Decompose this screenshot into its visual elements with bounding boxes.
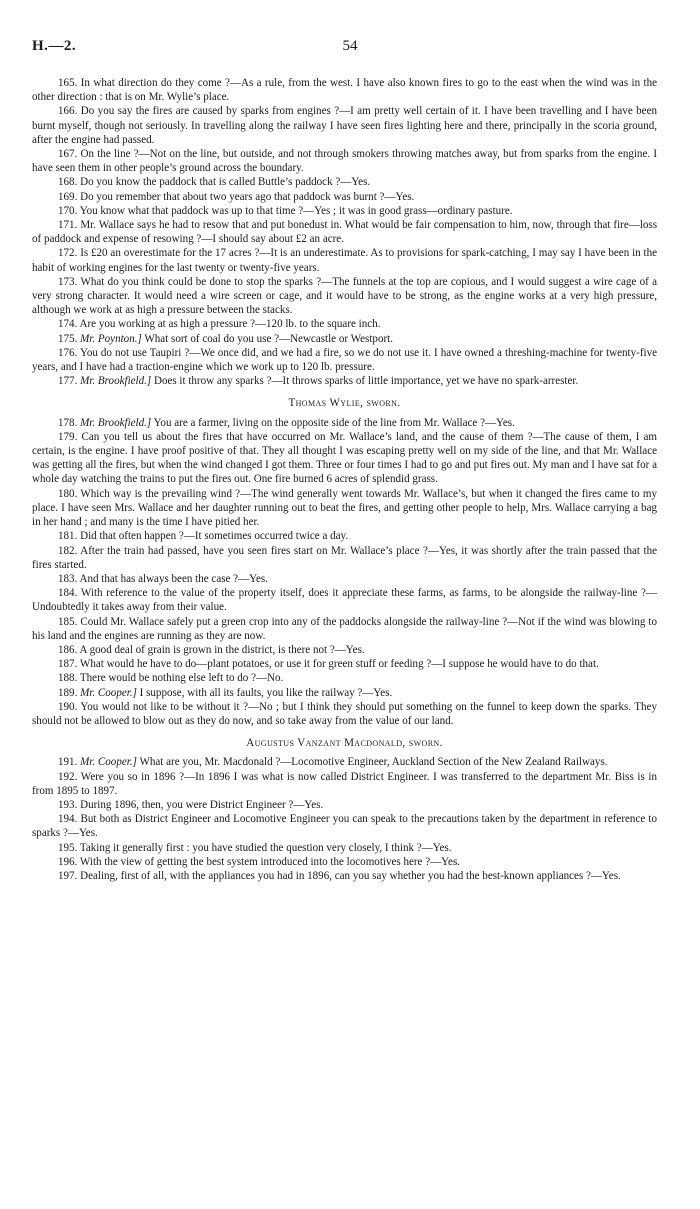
question-text: On the line ?—Not on the line, but outside, and not through smokers throwing matches away, but from sparks from the engine. I have seen them in other people’s ground across the boundary. [32,148,657,175]
question-number: 190. [58,700,78,713]
question-number: 182. [58,544,78,557]
question-text: And that has always been the case ?—Yes. [79,572,268,585]
questioner-name: Mr. Poynton.] [80,332,142,345]
question-paragraph [32,246,657,274]
witness-sworn: , sworn. [360,397,401,410]
question-paragraph [32,218,657,246]
question-number: 169. [58,190,78,203]
question-paragraph [32,374,657,388]
question-number: 191. [58,756,78,769]
question-text: Dealing, first of all, with the appliances you had in 1896, can you say whether you had the best-known appliances ?—Yes. [80,869,621,882]
questioner-name: Mr. Brookfield.] [80,375,152,388]
question-number: 184. [58,587,78,600]
question-paragraph [32,104,657,147]
evidence-text [32,76,657,883]
question-text: Taking it generally first : you have studied the question very closely, I think ?—Yes. [79,841,452,854]
questioner-name: Mr. Brookfield.] [80,416,152,429]
question-number: 179. [58,430,78,443]
question-number: 176. [58,346,78,359]
question-number: 185. [58,615,78,628]
question-paragraph [32,855,657,869]
page-header [32,38,668,58]
question-text: With the view of getting the best system introduced into the locomotives here ?—Yes. [79,855,460,868]
question-text: Do you remember that about two years ago that paddock was burnt ?—Yes. [80,190,415,203]
question-text: Do you say the fires are caused by sparks from engines ?—I am pretty well certain of it. I have been travelling and I have been burnt myself, though not seriously. In travelling along the railway I have seen fires lighting here and there, principally in the scoria ground, after the engine had passed. [32,105,657,146]
question-paragraph [32,841,657,855]
question-text: You know what that paddock was up to that time ?—Yes ; it was in good grass—ordinary pasture. [79,204,513,217]
witness-name: Thomas Wylie [288,397,361,410]
question-number: 171. [58,219,78,232]
question-paragraph [32,275,657,318]
question-text: A good deal of grain is grown in the district, is there not ?—Yes. [79,643,365,656]
question-paragraph [32,332,657,346]
question-text: Were you so in 1896 ?—In 1896 I was what is now called District Engineer. I was transferred to the department Mr. Biss is in from 1895 to 1897. [32,770,658,797]
question-paragraph [32,76,657,104]
question-paragraph [32,529,657,543]
question-number: 166. [58,105,78,118]
question-paragraph [32,586,657,614]
question-text: What would he have to do—plant potatoes, or use it for green stuff or feeding ?—I suppose he would have to do that. [79,658,599,671]
question-number: 180. [58,487,78,500]
question-text: After the train had passed, have you seen fires start on Mr. Wallace’s place ?—Yes, it was shortly after the train passed that the fires started. [32,544,657,571]
question-number: 193. [58,798,78,811]
question-paragraph [32,643,657,657]
question-number: 196. [58,855,78,868]
question-paragraph [32,700,657,728]
question-paragraph [32,572,657,586]
question-paragraph [32,204,657,218]
question-paragraph [32,770,657,798]
question-text: What sort of coal do you use ?—Newcastle or Westport. [144,332,393,345]
question-text: What are you, Mr. Macdonald ?—Locomotive Engineer, Auckland Section of the New Zealand Railways. [139,756,608,769]
question-text: But both as District Engineer and Locomotive Engineer you can speak to the precautions taken by the department in reference to sparks ?—Yes. [32,813,657,840]
question-number: 167. [58,148,78,161]
question-paragraph [32,798,657,812]
question-paragraph [32,430,657,487]
question-text: You do not use Taupiri ?—We once did, and we had a fire, so we do not use it. I have owned a threshing-machine for twenty-five years, and I have had a traction-engine which we work up to 120 lb. pressure. [32,346,657,374]
document-code: H.—2. [32,38,77,54]
witness-name: Augustus Vanzant Macdonald [246,737,403,750]
question-text: Can you tell us about the fires that have occurred on Mr. Wallace’s land, and the cause of them ?—The cause of them, I am certain, is the engine. I have proof positive of that. They all thought I was escaping pretty well on my side of the line, and that Mr. Wallace was getting all the fires, but when the wind changed I got them. Three or four times I had to go and put fires out. My man and I have sat for a whole day watching the trains to put the fires out. One fire burned 6 acres of splendid grass. [32,430,657,486]
question-number: 187. [58,658,78,671]
question-text: You would not like to be without it ?—No ; but I think they should put something on the funnel to keep down the sparks. They should not be allowed to blow out as they do now, and so take away from the value of our land. [32,700,658,727]
question-text: During 1896, then, you were District Engineer ?—Yes. [80,798,324,811]
questioner-name: Mr. Cooper.] [80,756,137,769]
question-paragraph [32,869,657,883]
question-text: Could Mr. Wallace safely put a green crop into any of the paddocks alongside the railway-line ?—Not if the wind was blowing to his land and the engines are running as they are now. [32,615,658,642]
question-number: 188. [58,672,78,685]
question-text: Are you working at as high a pressure ?—120 lb. to the square inch. [79,318,381,331]
question-number: 174. [58,318,78,331]
question-text: With reference to the value of the property itself, does it appreciate these farms, as farms, to be alongside the railway-line ?—Undoubtedly it takes away from their value. [32,587,658,614]
question-paragraph [32,147,657,175]
question-text: What do you think could be done to stop the sparks ?—The funnels at the top are copious, and I would suggest a wire cage of a very strong character. It would need a wire screen or cage, and it would have to be strong, as the engine works at a very high pressure, although we work at as high a pressure between the stacks. [32,275,657,317]
witness-heading [32,736,657,750]
question-number: 175. [58,332,78,345]
page-number: 54 [342,38,358,54]
question-paragraph [32,487,657,530]
question-paragraph [32,544,657,572]
question-paragraph [32,416,657,430]
question-paragraph [32,175,657,189]
question-number: 177. [58,375,78,388]
question-number: 197. [58,869,78,882]
question-text: Does it throw any sparks ?—It throws sparks of little importance, yet we have no spark-arrester. [153,375,579,388]
question-number: 186. [58,643,78,656]
question-paragraph [32,671,657,685]
question-number: 168. [58,176,78,189]
question-number: 192. [58,770,78,783]
question-paragraph [32,190,657,204]
question-paragraph [32,615,657,643]
question-number: 181. [58,530,78,543]
witness-heading [32,396,657,410]
question-number: 165. [58,77,78,89]
question-text: There would be nothing else left to do ?—No. [79,672,284,685]
question-number: 173. [58,275,78,288]
question-paragraph [32,346,657,374]
question-number: 178. [58,416,78,429]
question-paragraph [32,755,657,769]
question-number: 170. [58,204,78,217]
question-text: Did that often happen ?—It sometimes occurred twice a day. [80,530,349,543]
question-number: 189. [58,686,78,699]
question-text: In what direction do they come ?—As a rule, from the west. I have also known fires to go to the east when the wind was in the other direction : that is on Mr. Wylie’s place. [32,77,657,104]
question-text: Is £20 an overestimate for the 17 acres ?—It is an underestimate. As to provisions for spark-catching, I may say I have been in the habit of working engines for the last twenty or twenty-five years. [32,247,657,274]
question-paragraph [32,657,657,671]
question-text: Which way is the prevailing wind ?—The wind generally went towards Mr. Wallace’s, but when it changed the fires came to my place. I have seen Mrs. Wallace and her daughter running out to beat the fires, and getting other people to help, Mrs. Wallace carrying a bag in her hand ; and many is the time I have pitied her. [32,487,658,529]
question-paragraph [32,317,657,331]
question-text: You are a farmer, living on the opposite side of the line from Mr. Wallace ?—Yes. [153,416,515,429]
witness-sworn: , sworn. [402,737,443,750]
question-number: 172. [58,247,78,260]
question-text: Do you know the paddock that is called Buttle’s paddock ?—Yes. [80,176,371,189]
question-number: 183. [58,572,78,585]
question-paragraph [32,686,657,700]
question-paragraph [32,812,657,840]
question-number: 194. [58,813,78,826]
question-text: I suppose, with all its faults, you like the railway ?—Yes. [139,686,393,699]
questioner-name: Mr. Cooper.] [80,686,137,699]
question-number: 195. [58,841,78,854]
question-text: Mr. Wallace says he had to resow that and put bonedust in. What would be fair compensation to him, now, through that fire—loss of paddock and expense of resowing ?—I should say about £2 an acre. [32,219,658,246]
